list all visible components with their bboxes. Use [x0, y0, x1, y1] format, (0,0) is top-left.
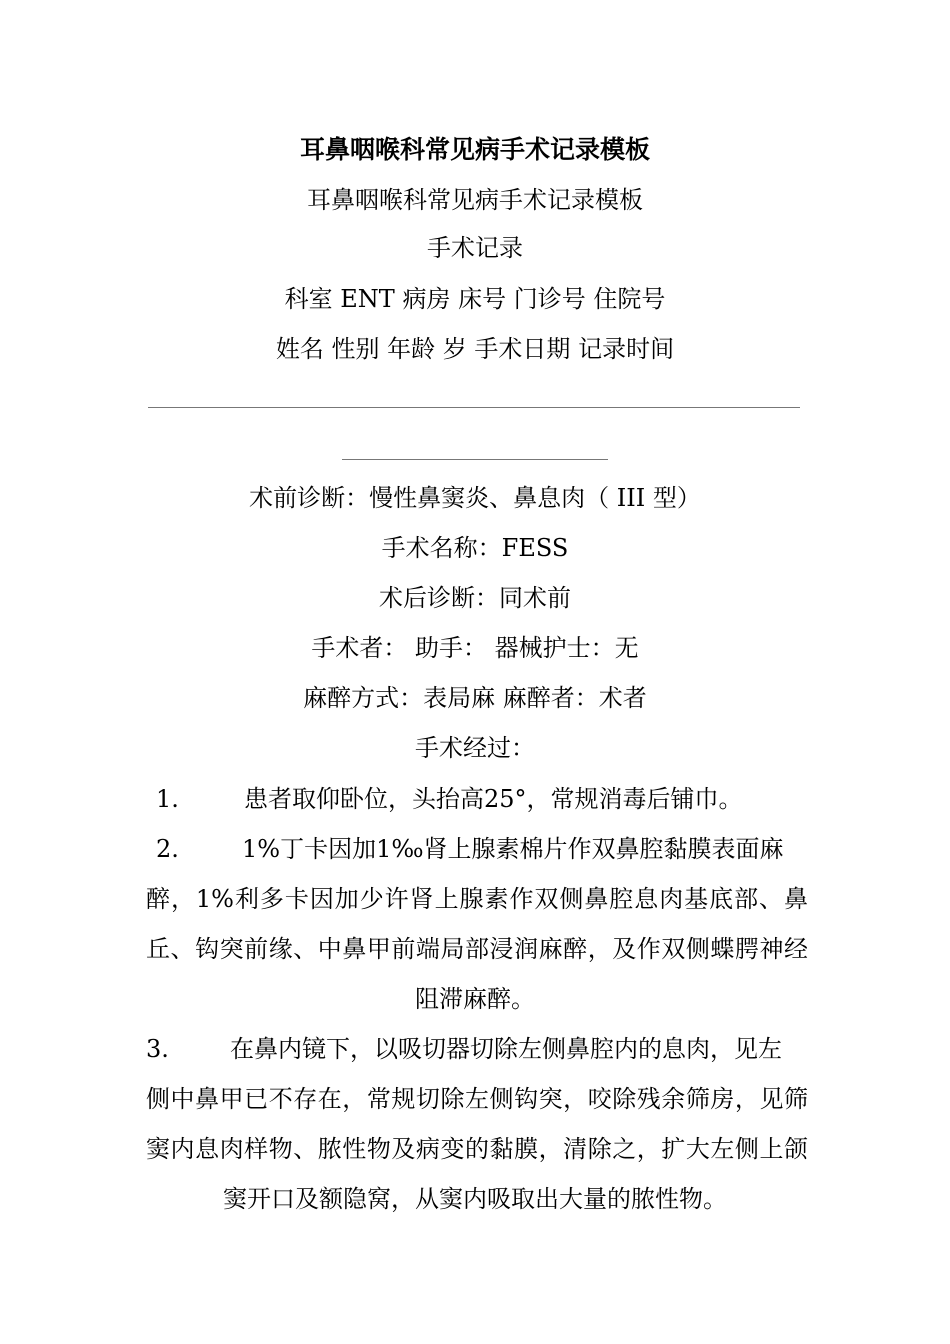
operation-name: 手术名称：FESS — [381, 534, 569, 562]
step-3-line-4: 窦开口及额隐窝，从窦内吸取出大量的脓性物。 — [223, 1185, 727, 1213]
divider-line-long — [148, 407, 800, 408]
divider-line-short — [342, 459, 608, 460]
preop-diagnosis: 术前诊断：慢性鼻窦炎、鼻息肉（ III 型） — [249, 484, 701, 512]
record-heading: 手术记录 — [427, 234, 523, 262]
step-2-number: 2. — [156, 835, 179, 863]
surgical-staff: 手术者： 助手： 器械护士：无 — [311, 634, 639, 662]
step-3-line-3-text: 窦内息肉样物、脓性物及病变的黏膜，清除之，扩大左侧上颌 — [146, 1135, 808, 1163]
step-2-line-3-text: 丘、钩突前缘、中鼻甲前端局部浸润麻醉，及作双侧蝶腭神经 — [146, 935, 808, 963]
document-title: 耳鼻咽喉科常见病手术记录模板 — [299, 135, 650, 164]
step-2-line-1: 1%丁卡因加1‰肾上腺素棉片作双鼻腔黏膜表面麻 — [242, 835, 784, 863]
postop-diagnosis: 术后诊断：同术前 — [379, 584, 571, 612]
step-2-line-3 — [146, 937, 808, 961]
step-1-line-1: 患者取仰卧位，头抬高25°，常规消毒后铺巾。 — [244, 785, 743, 813]
step-2-line-2-text: 醉，1%利多卡因加少许肾上腺素作双侧鼻腔息肉基底部、鼻 — [146, 885, 808, 913]
step-2-line-2 — [146, 887, 808, 911]
step-2-line-4: 阻滞麻醉。 — [415, 985, 535, 1013]
anesthesia-info: 麻醉方式：表局麻 麻醉者：术者 — [303, 684, 647, 712]
procedure-heading: 手术经过： — [415, 734, 535, 762]
step-3-number: 3. — [146, 1035, 169, 1063]
step-3-line-2-text: 侧中鼻甲已不存在，常规切除左侧钩突，咬除残余筛房，见筛 — [146, 1085, 808, 1113]
step-3-line-2 — [146, 1087, 808, 1111]
document-subtitle: 耳鼻咽喉科常见病手术记录模板 — [307, 186, 643, 214]
header-line-1: 科室 ENT 病房 床号 门诊号 住院号 — [284, 285, 666, 313]
step-1-number: 1. — [156, 785, 179, 813]
header-line-2: 姓名 性别 年龄 岁 手术日期 记录时间 — [275, 335, 675, 363]
step-3-line-1: 在鼻内镜下，以吸切器切除左侧鼻腔内的息肉，见左 — [230, 1035, 782, 1063]
step-3-line-3 — [146, 1137, 808, 1161]
